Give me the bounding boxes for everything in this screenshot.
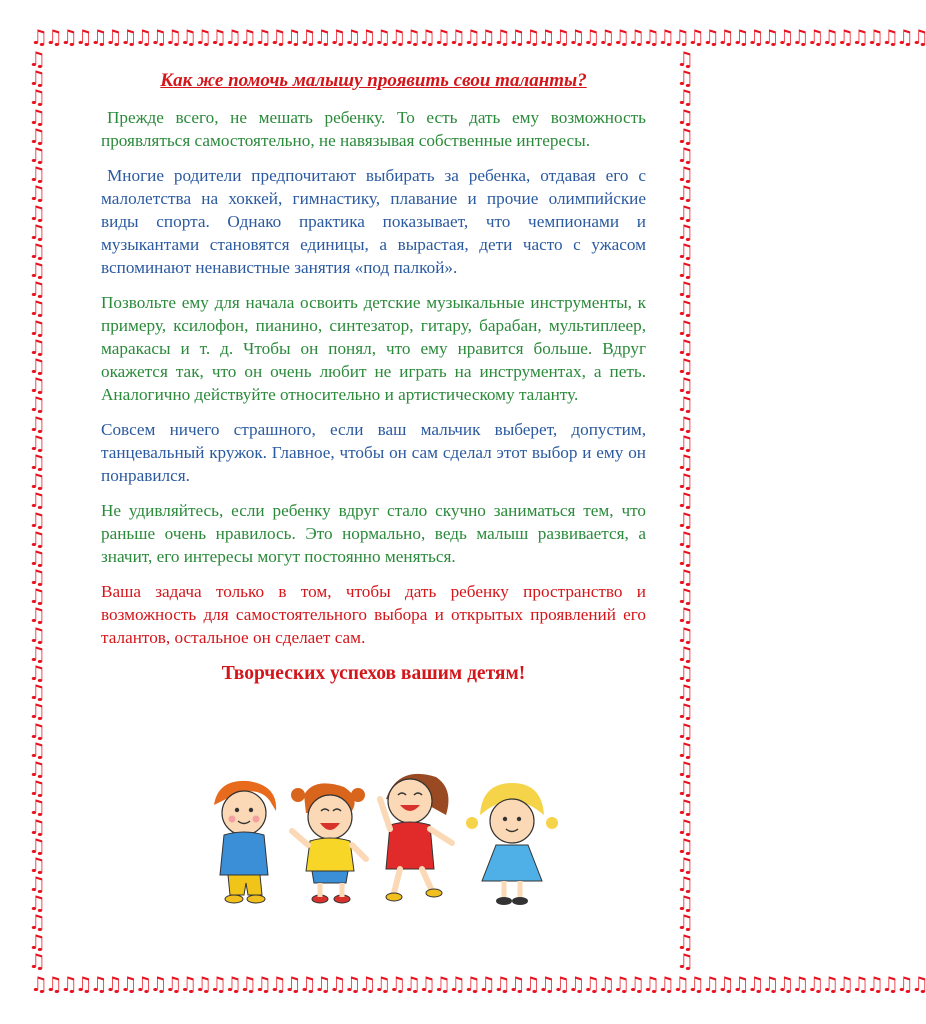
music-note-icon: ♫ xyxy=(28,795,46,820)
music-note-icon: ♫ xyxy=(676,315,694,340)
music-note-icon: ♫ xyxy=(676,47,694,71)
paragraph-4: Совсем ничего страшного, если ваш мальчик выберет, допустим, танцевальный кружок. Главное, чтобы он сам сделал этот выбор и ему он понравился. xyxy=(101,420,646,485)
music-note-icon: ♫ xyxy=(676,430,694,455)
music-note-icon: ♫ xyxy=(676,488,694,513)
music-note-icon: ♫ xyxy=(676,872,694,897)
paragraph-3: Позвольте ему для начала освоить детские музыкальные инструменты, к примеру, ксилофон, пианино, синтезатор, гитару, барабан, мультиплеер, маракасы и т. д. Чтобы он понял, что ему нравится больше. Вдруг окажется так, что он очень любит не играть на инструментах, а петь. Аналогично действуйте относительно и артистическому таланту. xyxy=(101,293,646,404)
music-note-icon: ♫ xyxy=(28,756,46,781)
music-note-icon: ♫ xyxy=(676,680,694,705)
girl-blue-dress-figure xyxy=(466,783,558,905)
music-note-icon: ♫ xyxy=(676,238,694,263)
music-note-icon: ♫ xyxy=(28,142,46,167)
music-note-icon: ♫ xyxy=(28,430,46,455)
music-note-icon: ♫ xyxy=(676,296,694,321)
music-note-icon: ♫ xyxy=(676,737,694,762)
music-note-icon: ♫ xyxy=(676,449,694,474)
music-note-icon: ♫ xyxy=(28,507,46,532)
music-note-icon: ♫ xyxy=(28,277,46,302)
music-note-border-top: ♫♫♫♫♫♫♫♫♫♫♫♫♫♫♫♫♫♫♫♫♫♫♫♫♫♫♫♫♫♫♫♫♫♫♫♫♫♫♫♫♫♫♫♫♫♫♫♫♫♫♫♫♫♫♫♫♫♫♫♫ xyxy=(30,25,926,49)
music-note-icon: ♫ xyxy=(676,123,694,148)
music-note-icon: ♫ xyxy=(28,373,46,398)
music-note-icon: ♫ xyxy=(28,85,46,110)
music-note-icon: ♫ xyxy=(28,776,46,801)
music-note-icon: ♫ xyxy=(676,392,694,417)
music-note-icon: ♫ xyxy=(676,181,694,206)
music-note-icon: ♫ xyxy=(676,104,694,129)
music-note-icon: ♫ xyxy=(28,622,46,647)
music-note-icon: ♫ xyxy=(676,948,694,973)
article xyxy=(101,68,646,685)
music-note-icon: ♫ xyxy=(28,334,46,359)
music-note-icon: ♫ xyxy=(676,622,694,647)
music-note-icon: ♫ xyxy=(28,449,46,474)
music-note-icon: ♫ xyxy=(28,929,46,954)
music-note-icon: ♫ xyxy=(676,200,694,225)
music-note-icon: ♫ xyxy=(28,718,46,743)
music-note-icon: ♫ xyxy=(28,699,46,724)
music-note-icon: ♫ xyxy=(676,545,694,570)
music-note-icon: ♫ xyxy=(676,584,694,609)
music-note-icon: ♫ xyxy=(676,833,694,858)
music-note-icon: ♫ xyxy=(676,258,694,283)
paragraph-6: Ваша задача только в том, чтобы дать ребенку пространство и возможность для самостоятельного выбора и открытых проявлений его талантов, остальное он сделает сам. xyxy=(101,582,646,647)
music-note-border-right xyxy=(676,47,698,975)
music-note-icon: ♫ xyxy=(28,737,46,762)
music-note-icon: ♫ xyxy=(676,277,694,302)
music-note-icon: ♫ xyxy=(28,354,46,378)
music-note-icon: ♫ xyxy=(676,718,694,743)
music-note-icon: ♫ xyxy=(28,872,46,897)
music-note-icon: ♫ xyxy=(28,47,46,71)
music-note-icon: ♫ xyxy=(28,200,46,225)
music-note-icon: ♫ xyxy=(676,469,694,494)
music-note-icon: ♫ xyxy=(676,603,694,628)
music-note-icon: ♫ xyxy=(676,526,694,551)
music-note-icon: ♫ xyxy=(676,756,694,781)
music-note-icon: ♫ xyxy=(676,852,694,877)
girl-yellow-shirt-figure xyxy=(291,783,366,903)
music-note-icon: ♫ xyxy=(676,891,694,916)
girl-red-dress-jumping-figure xyxy=(380,774,452,901)
music-note-icon: ♫ xyxy=(28,891,46,916)
music-note-border-bottom: ♫♫♫♫♫♫♫♫♫♫♫♫♫♫♫♫♫♫♫♫♫♫♫♫♫♫♫♫♫♫♫♫♫♫♫♫♫♫♫♫♫♫♫♫♫♫♫♫♫♫♫♫♫♫♫♫♫♫♫♫ xyxy=(30,972,926,996)
music-note-icon: ♫ xyxy=(28,852,46,877)
music-note-icon: ♫ xyxy=(676,641,694,666)
paragraph-5: Не удивляйтесь, если ребенку вдруг стало скучно заниматься тем, что раньше очень нравилось. Это нормально, ведь малыш развивается, а значит, его интересы могут постоянно меняться. xyxy=(101,501,646,566)
music-note-icon: ♫ xyxy=(676,929,694,954)
music-note-icon: ♫ xyxy=(28,910,46,935)
music-note-icon: ♫ xyxy=(28,238,46,263)
music-note-icon: ♫ xyxy=(28,488,46,513)
music-note-icon: ♫ xyxy=(28,526,46,551)
music-note-icon: ♫ xyxy=(28,661,46,685)
music-note-icon: ♫ xyxy=(676,411,694,436)
music-note-icon: ♫ xyxy=(28,584,46,609)
music-note-icon: ♫ xyxy=(676,776,694,801)
closing-wish: Творческих успехов вашим детям! xyxy=(221,663,526,684)
music-note-icon: ♫ xyxy=(676,162,694,187)
music-note-icon: ♫ xyxy=(676,66,694,91)
music-note-icon: ♫ xyxy=(28,948,46,973)
music-note-icon: ♫ xyxy=(676,142,694,167)
music-note-icon: ♫ xyxy=(28,641,46,666)
music-note-icon: ♫ xyxy=(28,603,46,628)
music-note-icon: ♫ xyxy=(28,66,46,91)
music-note-icon: ♫ xyxy=(28,315,46,340)
music-note-icon: ♫ xyxy=(28,181,46,206)
boy-blue-shirt-figure xyxy=(214,781,276,903)
paragraph-2: Многие родители предпочитают выбирать за ребенка, отдавая его с малолетства на хоккей, гимнастику, плавание и прочие олимпийские виды спорта. Однако практика показывает, что чемпионами и музыкантами становятся единицы, а вырастая, дети часто с ужасом вспоминают ненавистные занятия «под палкой». xyxy=(101,166,646,277)
music-note-icon: ♫ xyxy=(676,910,694,935)
page-title: Как же помочь малышу проявить свои таланты? xyxy=(160,70,587,91)
music-note-icon: ♫ xyxy=(676,814,694,839)
music-note-icon: ♫ xyxy=(676,795,694,820)
music-note-icon: ♫ xyxy=(28,162,46,187)
paragraph-1: Прежде всего, не мешать ребенку. То есть дать ему возможность проявляться самостоятельно, не навязывая собственные интересы. xyxy=(101,108,646,150)
music-note-icon: ♫ xyxy=(676,373,694,398)
music-note-icon: ♫ xyxy=(28,258,46,283)
music-note-border-left xyxy=(28,47,50,975)
music-note-icon: ♫ xyxy=(676,219,694,244)
music-note-icon: ♫ xyxy=(676,699,694,724)
music-note-icon: ♫ xyxy=(676,85,694,110)
music-note-icon: ♫ xyxy=(28,104,46,129)
music-note-icon: ♫ xyxy=(676,334,694,359)
children-illustration xyxy=(200,765,560,925)
music-note-icon: ♫ xyxy=(676,354,694,378)
music-note-icon: ♫ xyxy=(28,123,46,148)
music-note-icon: ♫ xyxy=(28,565,46,590)
music-note-icon: ♫ xyxy=(28,680,46,705)
music-note-icon: ♫ xyxy=(28,411,46,436)
music-note-icon: ♫ xyxy=(28,545,46,570)
music-note-icon: ♫ xyxy=(676,565,694,590)
music-note-icon: ♫ xyxy=(28,469,46,494)
music-note-icon: ♫ xyxy=(28,392,46,417)
music-note-icon: ♫ xyxy=(676,507,694,532)
music-note-icon: ♫ xyxy=(28,814,46,839)
music-note-icon: ♫ xyxy=(676,661,694,685)
music-note-icon: ♫ xyxy=(28,833,46,858)
music-note-icon: ♫ xyxy=(28,296,46,321)
music-note-icon: ♫ xyxy=(28,219,46,244)
